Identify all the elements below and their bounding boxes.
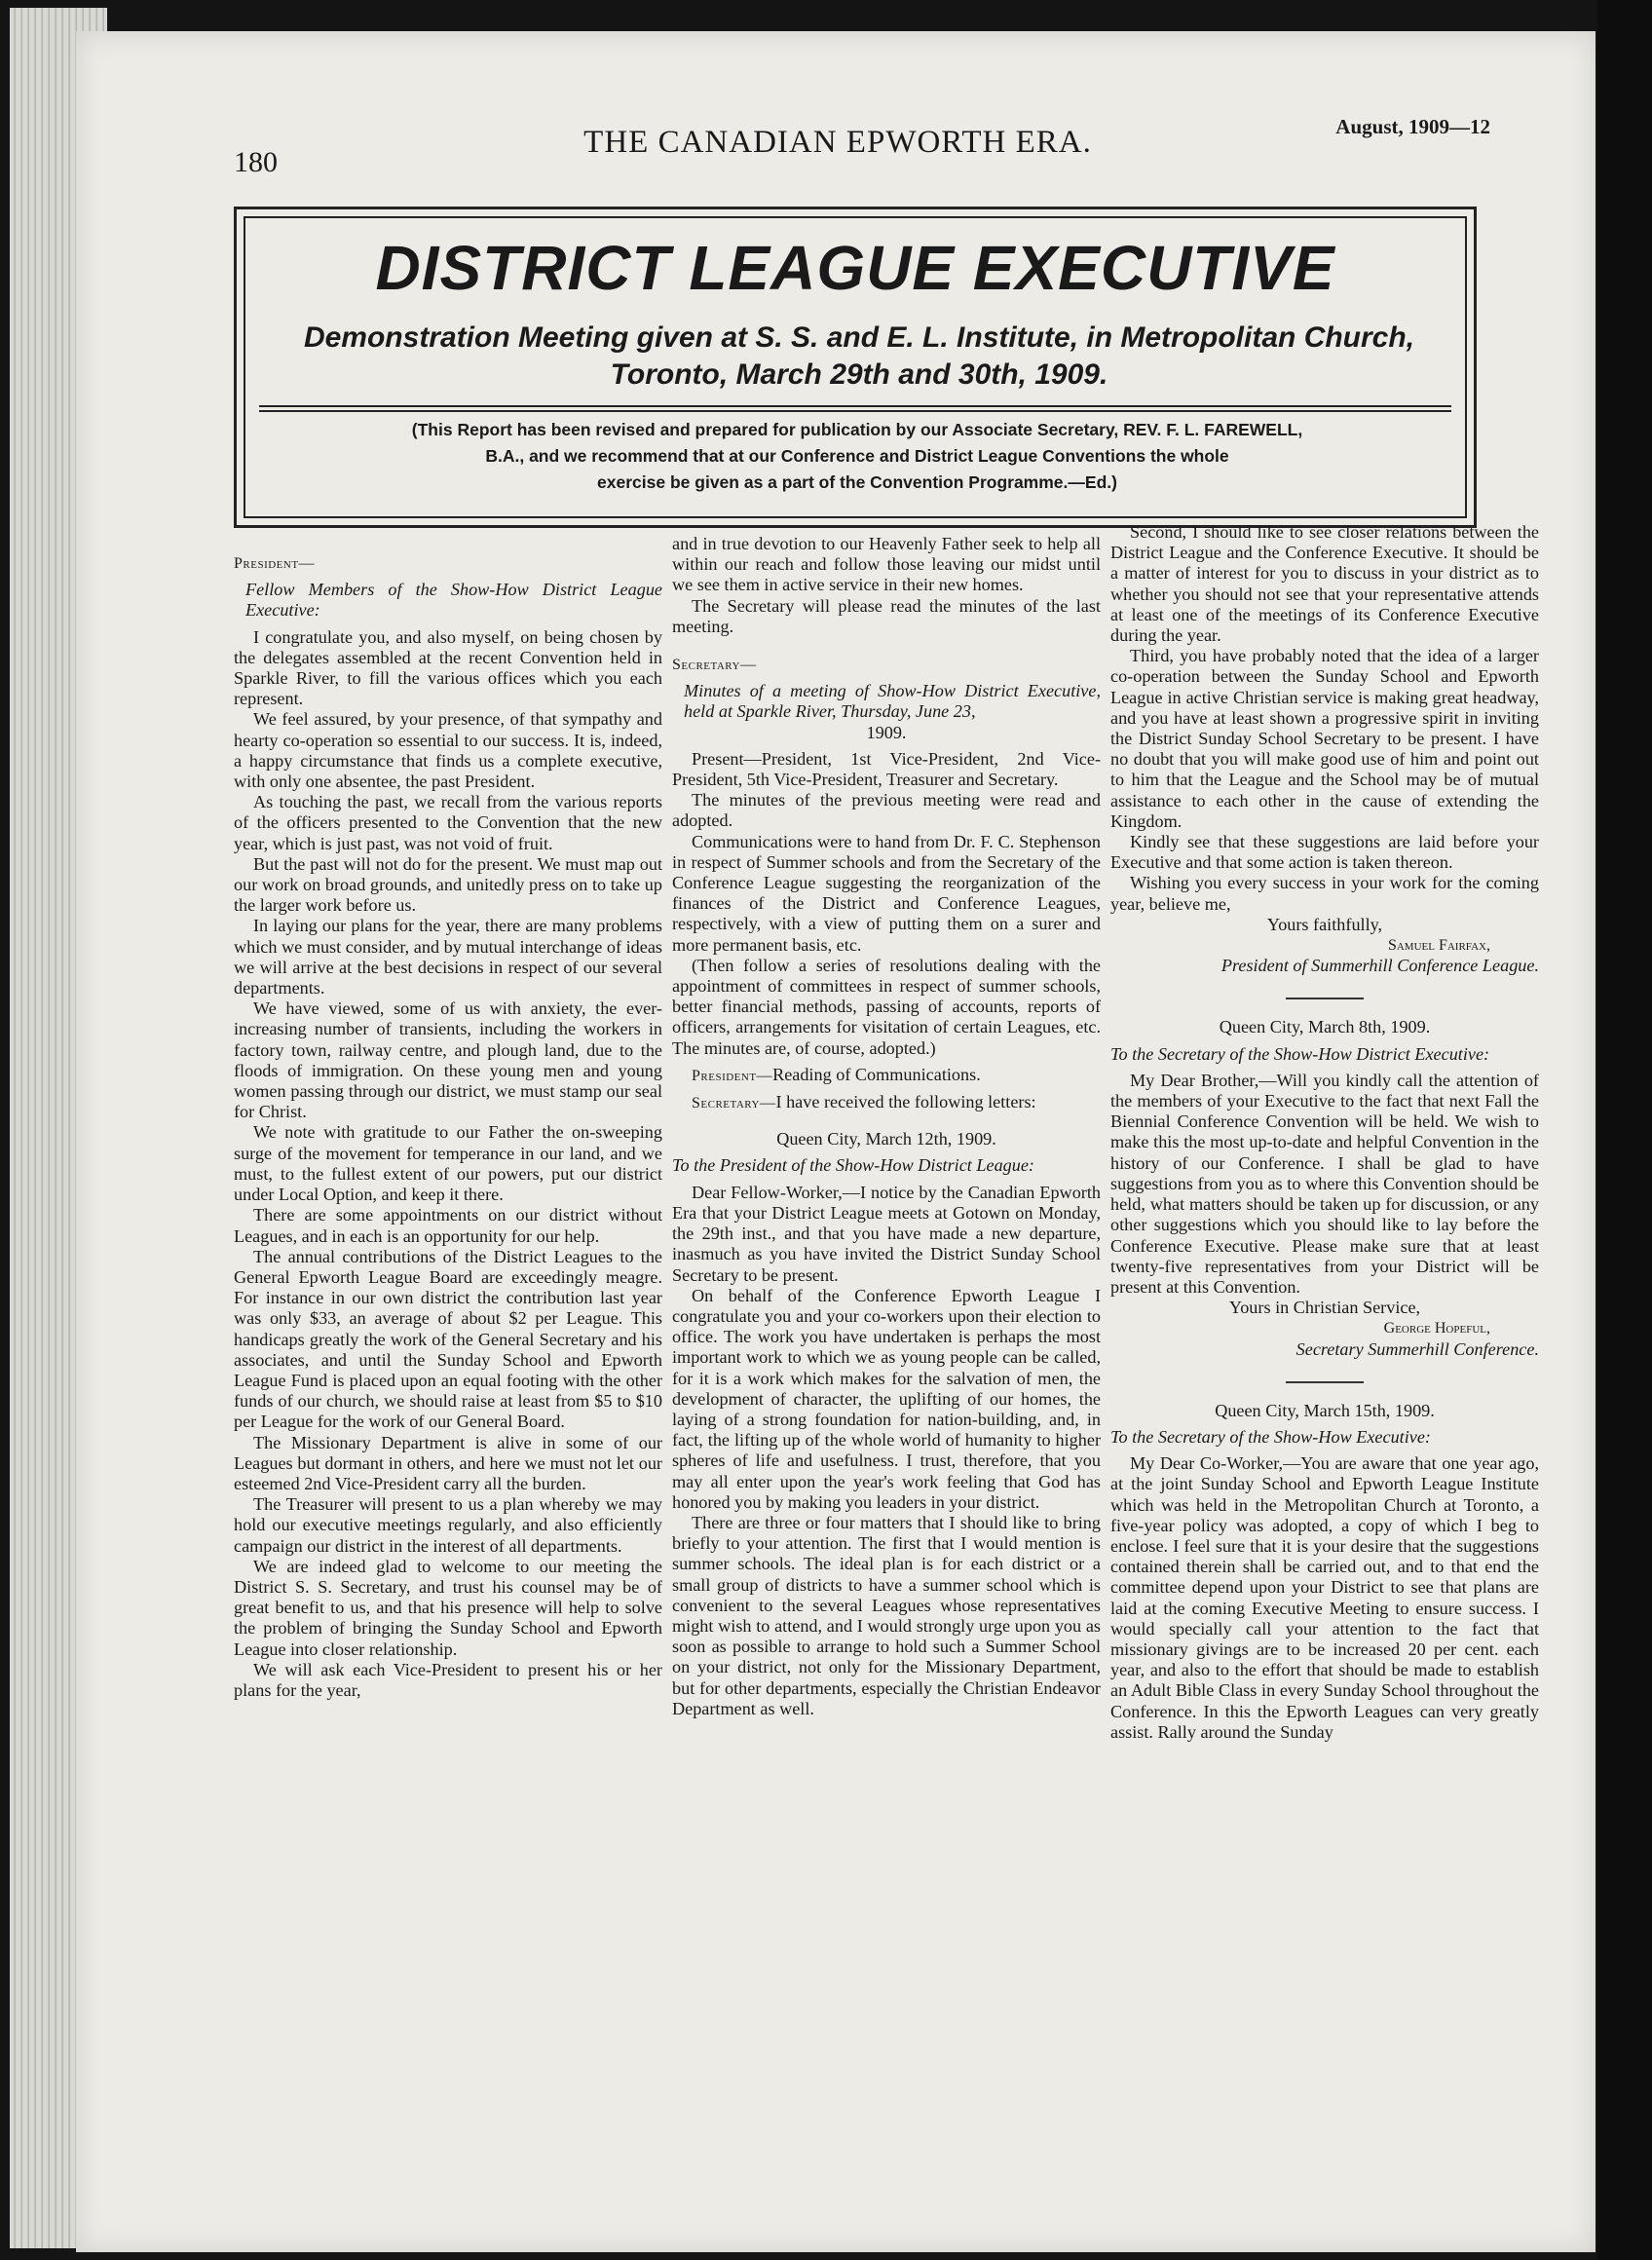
speaker-text: Reading of Communications.: [772, 1064, 981, 1084]
paragraph: The Treasurer will present to us a plan whereby we may hold our executive meetings regularly, and also efficiently campaign our district in the interest of all departments.: [234, 1494, 662, 1556]
title-rule-top: [259, 405, 1451, 407]
paragraph: The minutes of the previous meeting were read and adopted.: [672, 790, 1101, 831]
subtitle-line-2: Toronto, March 29th and 30th, 1909.: [610, 358, 1108, 391]
paragraph: On behalf of the Conference Epworth League I congratulate you and your co-workers upon their election to office. The work you have undertaken is perhaps the most important work to which we as young people can be called, for it is a work which makes for the salvation of men, the development of character, the uplifting of our homes, the laying of a strong foundation for nation-building, and, in fact, the lifting up of the whole world of humanity to higher spheres of life and usefulness. I trust, therefore, that you may all enter upon the year's work feeling that God has honored you by making you leaders in your district.: [672, 1285, 1101, 1512]
page-number: 180: [234, 146, 278, 178]
article-title: DISTRICT LEAGUE EXECUTIVE: [375, 233, 1335, 303]
paragraph: We feel assured, by your presence, of that sympathy and hearty co-operation so essential to our success. It is, indeed, a happy circumstance that finds us a complete executive, with only one absentee, the past President.: [234, 709, 662, 792]
paragraph: (Then follow a series of resolutions dealing with the appointment of committees in respect of summer schools, better financial methods, passing of accounts, reports of officers, arrangements for visitation of certain Leagues, etc. The minutes are, of course, adopted.): [672, 955, 1101, 1058]
column-3: [1110, 522, 1539, 1743]
secretary-letters: [672, 1092, 1101, 1113]
column-2: [672, 534, 1101, 1719]
subtitle-line-1: Demonstration Meeting given at S. S. and E. L. Institute, in Metropolitan Church,: [303, 321, 1415, 354]
paragraph: Wishing you every success in your work for the coming year, believe me,: [1110, 873, 1539, 914]
column-1: [234, 553, 662, 1701]
letter-date: Queen City, March 15th, 1909.: [1215, 1400, 1435, 1420]
paragraph: The Missionary Department is alive in some of our Leagues but dormant in others, and here we must not let our esteemed 2nd Vice-President carry all the burden.: [234, 1432, 662, 1493]
paragraph: Present—President, 1st Vice-President, 2nd Vice-President, 5th Vice-President, Treasurer and Secretary.: [672, 748, 1101, 790]
speaker-text: I have received the following letters:: [775, 1092, 1036, 1112]
editor-note-line-1: (This Report has been revised and prepared for publication by our Associate Secretary, REV. F. L. FAREWELL,: [411, 420, 1303, 439]
editor-note-line-2: B.A., and we recommend that at our Conference and District League Conventions the whole: [485, 446, 1229, 466]
paragraph: Kindly see that these suggestions are laid before your Executive and that some action is taken thereon.: [1110, 832, 1539, 873]
title-box-inner: [244, 216, 1467, 518]
paragraph: I congratulate you, and also myself, on being chosen by the delegates assembled at the recent Convention held in Sparkle River, to fill the various offices which you each represent.: [234, 626, 662, 709]
letter-signer-title: President of Summerhill Conference League.: [1220, 956, 1539, 976]
paragraph: But the past will not do for the present. We must map out our work on broad grounds, and unitedly press on to take up the larger work before us.: [234, 853, 662, 916]
paragraph: Communications were to hand from Dr. F. C. Stephenson in respect of Summer schools and from the Secretary of the Conference League suggesting the reorganization of the finances of the District and Conference Leagues, respectively, with a view of putting them on a surer and more permanent basis, etc.: [672, 831, 1101, 955]
section-rule: [1286, 1381, 1364, 1383]
letter-address: To the Secretary of the Show-How Executive:: [1110, 1426, 1431, 1447]
paragraph: In laying our plans for the year, there are many problems which we must consider, and by mutual interchange of ideas we will arrive at the best decisions in respect of our several departments.: [234, 916, 662, 998]
editor-note-line-3: exercise be given as a part of the Convention Programme.—Ed.): [597, 472, 1117, 492]
letter-address: To the Secretary of the Show-How District Executive:: [1110, 1043, 1490, 1064]
minutes-title: Minutes of a meeting of Show-How District Executive, held at Sparkle River, Thursday, June 23,: [684, 681, 1101, 722]
journal-title: THE CANADIAN EPWORTH ERA.: [583, 125, 1092, 160]
scan-background: [1597, 0, 1652, 2260]
section-rule: [1286, 998, 1364, 999]
letter-date: Queen City, March 8th, 1909.: [1219, 1017, 1431, 1037]
title-rule-bottom: [259, 410, 1451, 412]
editor-note: [275, 417, 1440, 496]
president-reading: [672, 1065, 1101, 1086]
letter-signer: George Hopeful,: [1383, 1320, 1490, 1337]
salutation: Fellow Members of the Show-How District League Executive:: [245, 580, 662, 621]
paragraph: We will ask each Vice-President to present his or her plans for the year,: [234, 1659, 662, 1700]
letter-signer-title: Secretary Summerhill Conference.: [1295, 1338, 1539, 1359]
paragraph: My Dear Brother,—Will you kindly call the attention of the members of your Executive to the fact that next Fall the Biennial Conference Convention will be held. We wish to make this the most up-to-date and helpful Convention in the history of our Conference. I shall be glad to have suggestions from you as to where this Convention should be held, what matters should be taken up for discussion, or any other suggestions which you should like to lay before the Conference Executive. Please make sure that at least twenty-five representatives from your District will be present at this Convention.: [1110, 1070, 1539, 1297]
letter-signer: Samuel Fairfax,: [1387, 937, 1490, 955]
issue-date: August, 1909—12: [1335, 115, 1490, 138]
paragraph: Dear Fellow-Worker,—I notice by the Canadian Epworth Era that your District League meets at Gotown on Monday, the 29th inst., and that you have made a new departure, inasmuch as you have invited the District Sunday School Secretary to be present.: [672, 1182, 1101, 1285]
paragraph: There are some appointments on our district without Leagues, and in each is an opportunity for our help.: [234, 1205, 662, 1246]
minutes-year: 1909.: [866, 722, 907, 742]
letter-address: To the President of the Show-How District League:: [672, 1155, 1034, 1176]
paragraph: We have viewed, some of us with anxiety, the ever-increasing number of transients, including the workers in factory town, railway centre, and plough land, due to the floods of immigration. On these young men and young women passing through our district, we must stamp our seal for Christ.: [234, 998, 662, 1122]
speaker-secretary: Secretary—: [672, 657, 757, 674]
running-head: [156, 115, 1520, 178]
speaker-president: President—: [234, 555, 316, 572]
paragraph: The Secretary will please read the minutes of the last meeting.: [672, 595, 1101, 636]
letter-closing: Yours in Christian Service,: [1228, 1298, 1421, 1318]
speaker-secretary: Secretary—: [692, 1095, 776, 1112]
article-subtitle: [265, 320, 1453, 394]
paragraph: My Dear Co-Worker,—You are aware that one year ago, at the joint Sunday School and Epworth League Institute which was held in the Metropolitan Church at Toronto, a five-year policy was adopted, a copy of which I beg to enclose. I feel sure that it is your desire that the suggestions contained therein shall be carried out, and to that end the committee depend upon your District to see that plans are laid at the coming Executive Meeting to ensure success. I would specially call your attention to the fact that missionary givings are to be increased 20 per cent. each year, and also to the effort that should be made to establish an Adult Bible Class in every Sunday School throughout the Conference. In this the Epworth Leagues can very greatly assist. Rally around the Sunday: [1110, 1453, 1539, 1742]
paragraph: Second, I should like to see closer relations between the District League and the Conference Executive. It should be a matter of interest for you to discuss in your district as to whether you should not see that your representative attends at least one of the meetings of its Conference Executive during the year.: [1110, 522, 1539, 646]
title-box: [234, 207, 1477, 528]
paragraph: We are indeed glad to welcome to our meeting the District S. S. Secretary, and trust his counsel may be of great benefit to us, and that his presence will help to solve the problem of bringing the Sunday School and Epworth League into closer relationship.: [234, 1556, 662, 1659]
letter-date: Queen City, March 12th, 1909.: [776, 1129, 996, 1149]
speaker-president: President—: [692, 1067, 773, 1084]
paragraph: There are three or four matters that I should like to bring briefly to your attention. The first that I would mention is summer schools. The ideal plan is for each district or a small group of districts to have a summer school which is convenient to the several Leagues whose representatives might wish to attend, and I would strongly urge upon you as soon as possible to arrange to hold such a Summer School on your district, not only for the Missionary Department, but for other departments, especially the Christian Endeavor Department as well.: [672, 1512, 1101, 1718]
paragraph: and in true devotion to our Heavenly Father seek to help all within our reach and follow those leaving our midst until we see them in active service in their new homes.: [672, 534, 1101, 595]
paragraph: We note with gratitude to our Father the on-sweeping surge of the movement for temperance in our land, and we must, to the fullest extent of our powers, put our district under Local Option, and keep it there.: [234, 1122, 662, 1205]
paragraph: Third, you have probably noted that the idea of a larger co-operation between the Sunday School and Epworth League in active Christian service is making great headway, and you have at least shown a progressive spirit in inviting the District Sunday School Secretary to be present. I have no doubt that you will make good use of him and point out to him that the League and the School may be of mutual assistance to each other in the cause of extending the Kingdom.: [1110, 646, 1539, 831]
paragraph: As touching the past, we recall from the various reports of the officers presented to the Convention that the new year, which is just past, was not void of fruit.: [234, 792, 662, 853]
letter-closing: Yours faithfully,: [1266, 914, 1383, 934]
paragraph: The annual contributions of the District Leagues to the General Epworth League Board are exceedingly meagre. For instance in our own district the contribution last year was only $33, an average of about $2 per League. This handicaps greatly the work of the General Secretary and his associates, and until the Sunday School and Epworth League Fund is placed upon an equal footing with the other funds of our church, we should raise at least from $5 to $10 per League for the work of our General Board.: [234, 1246, 662, 1432]
